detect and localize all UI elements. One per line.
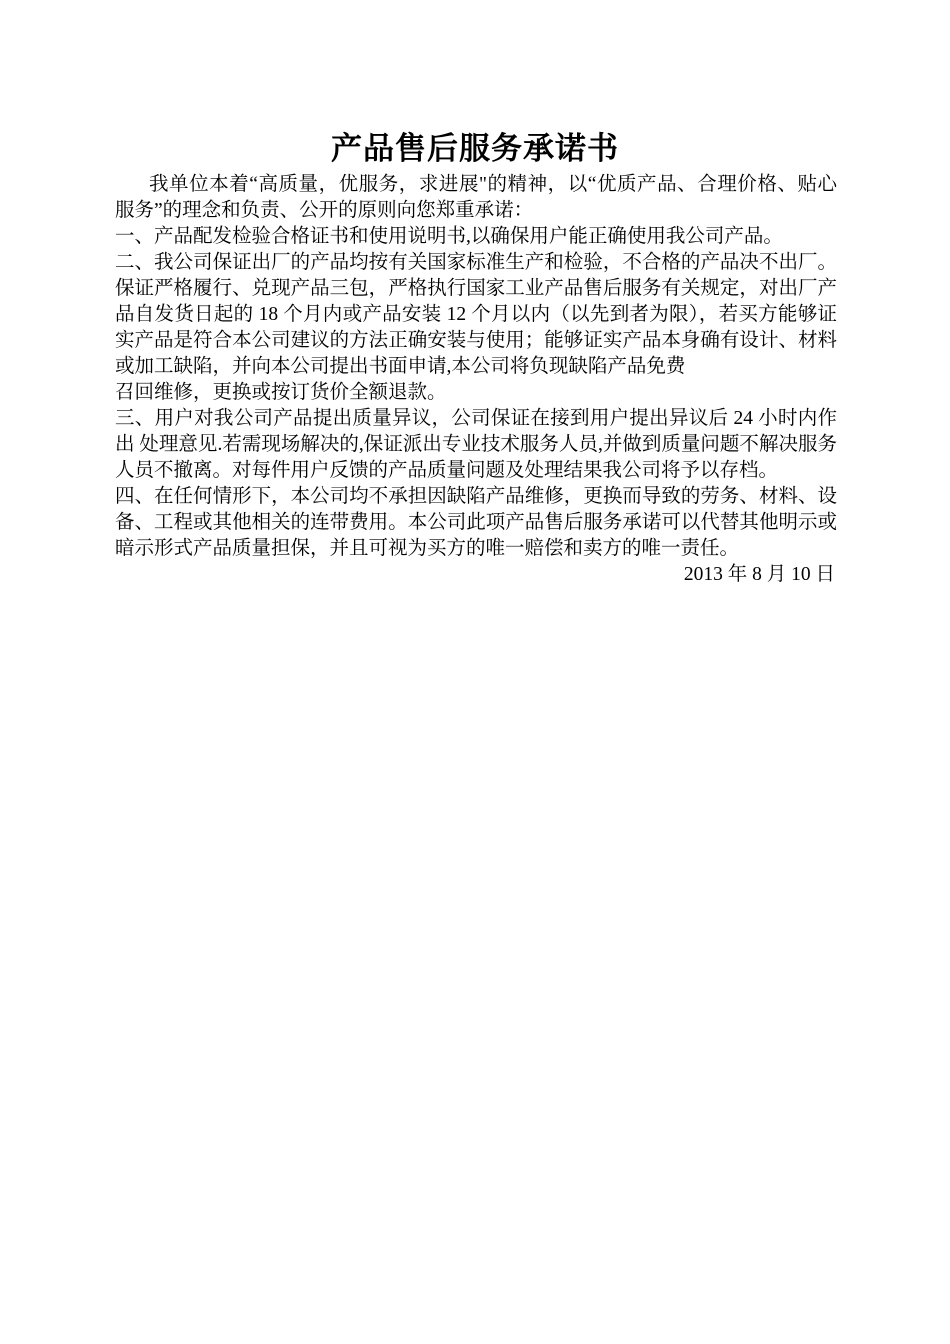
document-title: 产品售后服务承诺书 bbox=[331, 131, 619, 167]
document-body bbox=[115, 172, 837, 588]
commitment-item-1: 一、产品配发检验合格证书和使用说明书,以确保用户能正确使用我公司产品。 bbox=[115, 226, 783, 247]
commitment-item-4: 四、在任何情形下，本公司均不承担因缺陷产品维修，更换而导致的劳务、材料、设 备、工程或其他相关的连带费用。本公司此项产品售后服务承诺可以代替其他明示或暗示形式产品质量担保，并且可视为买方的唯一赔偿和卖方的唯一责任。 bbox=[115, 486, 837, 559]
commitment-item-2: 二、我公司保证出厂的产品均按有关国家标准生产和检验，不合格的产品决不出厂。 保证严格履行、兑现产品三包，严格执行国家工业产品售后服务有关规定，对出厂产品自发货日起的 18 个月内或产品安装 12 个月以内（以先到者为限），若买方能够证实产品是符合本公司建议的方法正确安装与使用；能够证实产品本身确有设计、材料或加工缺陷，并向本公司提出书面申请,本公司将负现缺陷产品免费 bbox=[115, 252, 837, 377]
intro-paragraph: 我单位本着“高质量，优服务，求进展"的精神，以“优质产品、合理价格、贴心服务”的理念和负责、公开的原则向您郑重承诺： bbox=[115, 174, 837, 221]
commitment-item-2-continued: 召回维修，更换或按订货价全额退款。 bbox=[115, 382, 447, 403]
commitment-item-3: 三、用户对我公司产品提出质量异议，公司保证在接到用户提出异议后 24 小时内作出 处理意见.若需现场解决的,保证派出专业技术服务人员,并做到质量问题不解决服务人员不撤离。对每件用户反馈的产品质量问题及处理结果我公司将予以存档。 bbox=[115, 408, 837, 481]
document-date: 2013 年 8 月 10 日 bbox=[683, 564, 835, 585]
